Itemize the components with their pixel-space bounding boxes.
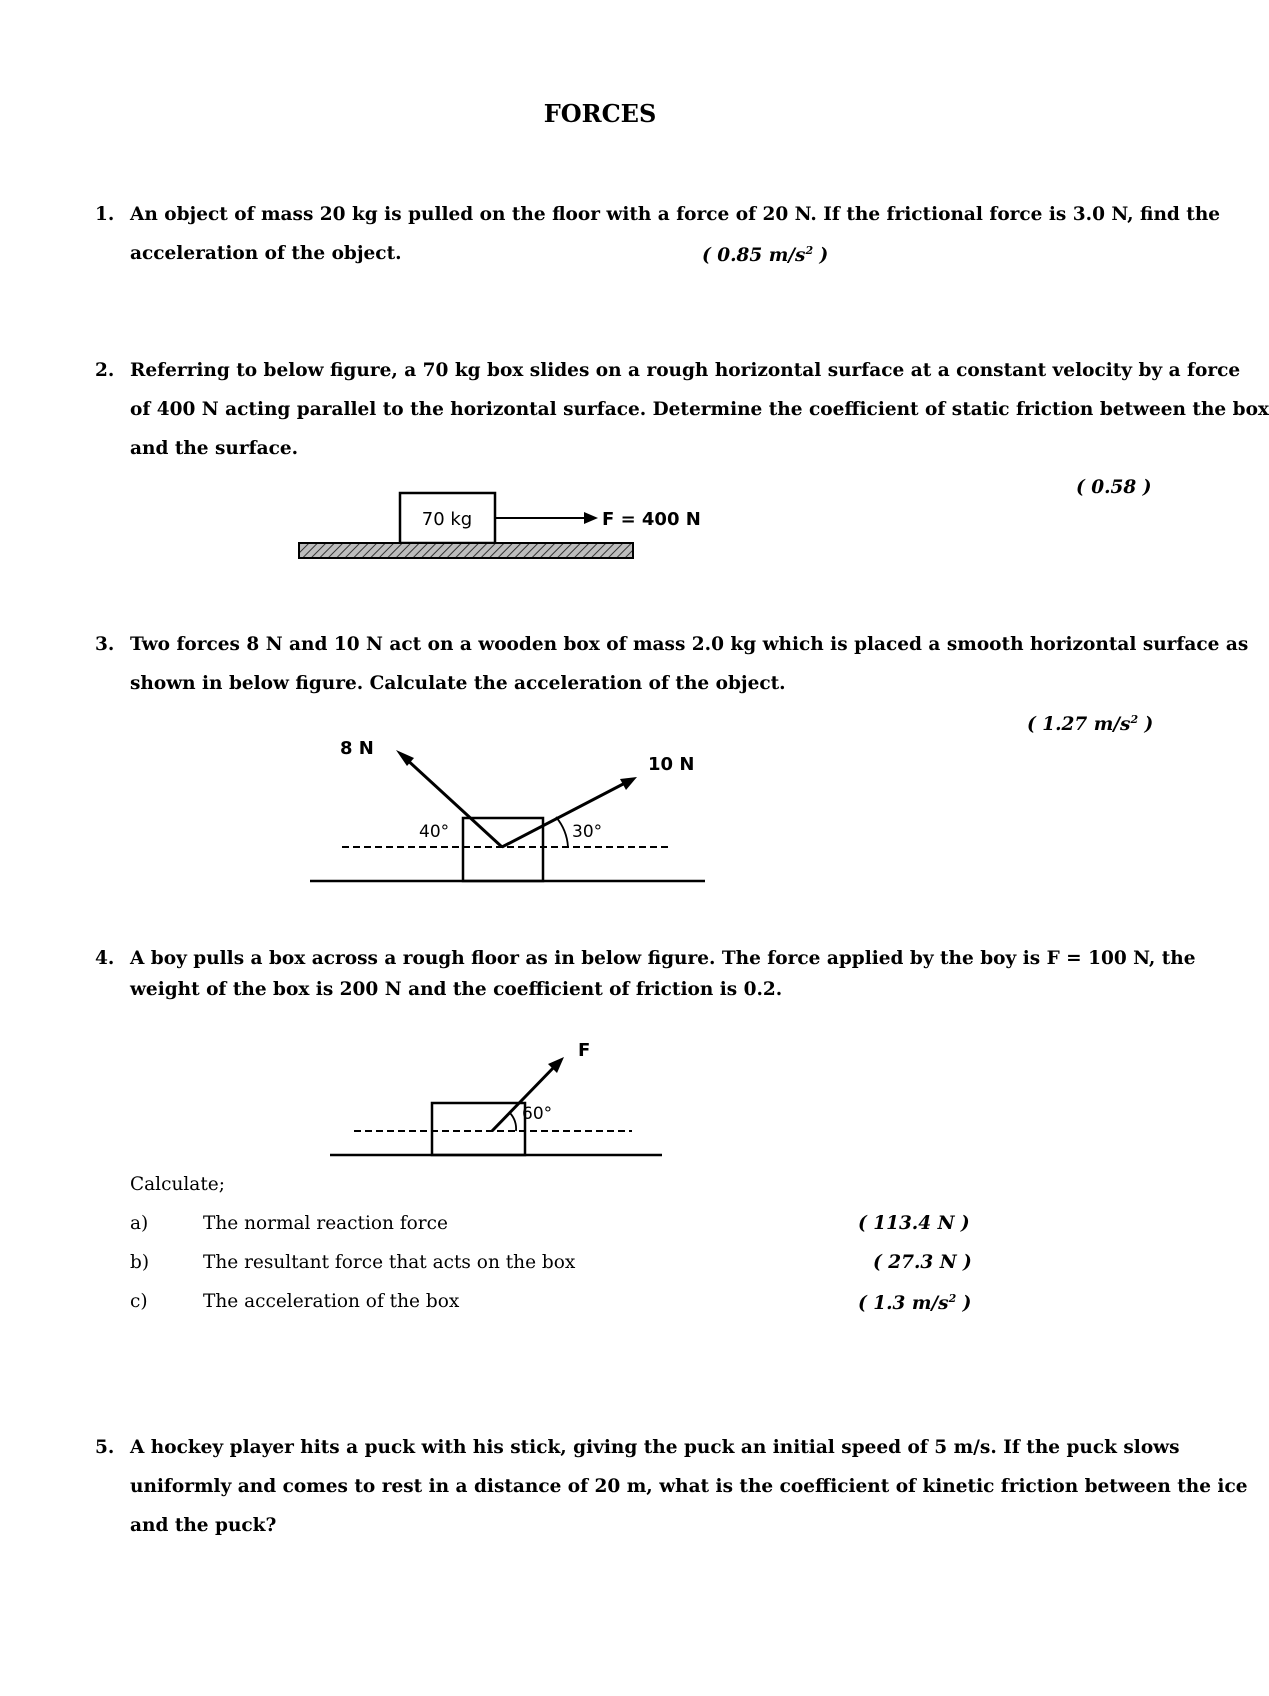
force-arrowhead: [584, 512, 598, 524]
q5-text-line3: and the puck?: [130, 1515, 277, 1536]
q5-number: 5.: [95, 1437, 115, 1458]
wooden-box: [463, 818, 543, 881]
q1-text-line2: acceleration of the object.: [130, 243, 402, 264]
angle-label: 60°: [522, 1104, 553, 1124]
q4-part-b-answer: ( 27.3 N ): [873, 1252, 972, 1273]
q5-text-line1: A hockey player hits a puck with his stick, giving the puck an initial speed of 5 m/s. If the puck slows: [130, 1437, 1180, 1458]
q3-text-line2: shown in below figure. Calculate the acceleration of the object.: [130, 673, 786, 694]
q4-part-c-letter: c): [130, 1291, 148, 1312]
force-label: F: [578, 1040, 591, 1061]
q4-number: 4.: [95, 948, 115, 969]
box-label: 70 kg: [421, 509, 473, 530]
q4-part-b-letter: b): [130, 1252, 150, 1273]
force2-arrowhead: [620, 777, 637, 790]
q2-figure: [290, 485, 701, 570]
rough-surface: [299, 543, 633, 558]
q4-text-line1: A boy pulls a box across a rough floor as in below figure. The force applied by the boy is F = 100 N, the: [130, 948, 1196, 969]
q4-figure: [320, 1035, 680, 1165]
q4-part-a-letter: a): [130, 1213, 149, 1234]
q4-part-b-text: The resultant force that acts on the box: [203, 1252, 576, 1273]
q3-answer: ( 1.27 $m/s^2$ ): [1027, 713, 1154, 736]
angle2-label: 30°: [572, 822, 603, 842]
q3-figure: [300, 730, 720, 890]
q2-number: 2.: [95, 360, 115, 381]
q1-number: 1.: [95, 204, 115, 225]
q1-text-line1: An object of mass 20 kg is pulled on the floor with a force of 20 N. If the frictional force is 3.0 N, find the: [130, 204, 1221, 225]
q4-part-c-answer: ( 1.3 $m/s^2$ ): [858, 1292, 972, 1315]
q4-part-a-text: The normal reaction force: [203, 1213, 448, 1234]
force2-arrow-shaft: [502, 782, 627, 847]
page-title: FORCES: [543, 99, 657, 128]
q3-number: 3.: [95, 634, 115, 655]
force1-label: 8 N: [340, 738, 374, 759]
angle1-label: 40°: [419, 822, 450, 842]
q2-answer: ( 0.58 ): [1076, 477, 1152, 498]
q4-calculate-label: Calculate;: [130, 1174, 225, 1195]
q5-text-line2: uniformly and comes to rest in a distance of 20 m, what is the coefficient of kinetic friction between the ice: [130, 1476, 1248, 1497]
q2-text-line1: Referring to below figure, a 70 kg box slides on a rough horizontal surface at a constant velocity by a force: [130, 360, 1241, 381]
angle-arc-30: [556, 817, 568, 847]
angle-arc-60: [510, 1113, 516, 1131]
q4-part-c-text: The acceleration of the box: [203, 1291, 460, 1312]
q1-answer: ( 0.85 $m/s^2$ ): [702, 244, 829, 267]
q2-text-line3: and the surface.: [130, 438, 299, 459]
q3-text-line1: Two forces 8 N and 10 N act on a wooden box of mass 2.0 kg which is placed a smooth horizontal surface as: [130, 634, 1249, 655]
q2-text-line2: of 400 N acting parallel to the horizontal surface. Determine the coefficient of static friction between the box: [130, 399, 1269, 420]
force2-label: 10 N: [648, 754, 695, 775]
q4-part-a-answer: ( 113.4 N ): [858, 1213, 970, 1234]
q4-text-line2: weight of the box is 200 N and the coefficient of friction is 0.2.: [130, 979, 783, 1000]
force-label: F = 400 N: [602, 509, 701, 530]
